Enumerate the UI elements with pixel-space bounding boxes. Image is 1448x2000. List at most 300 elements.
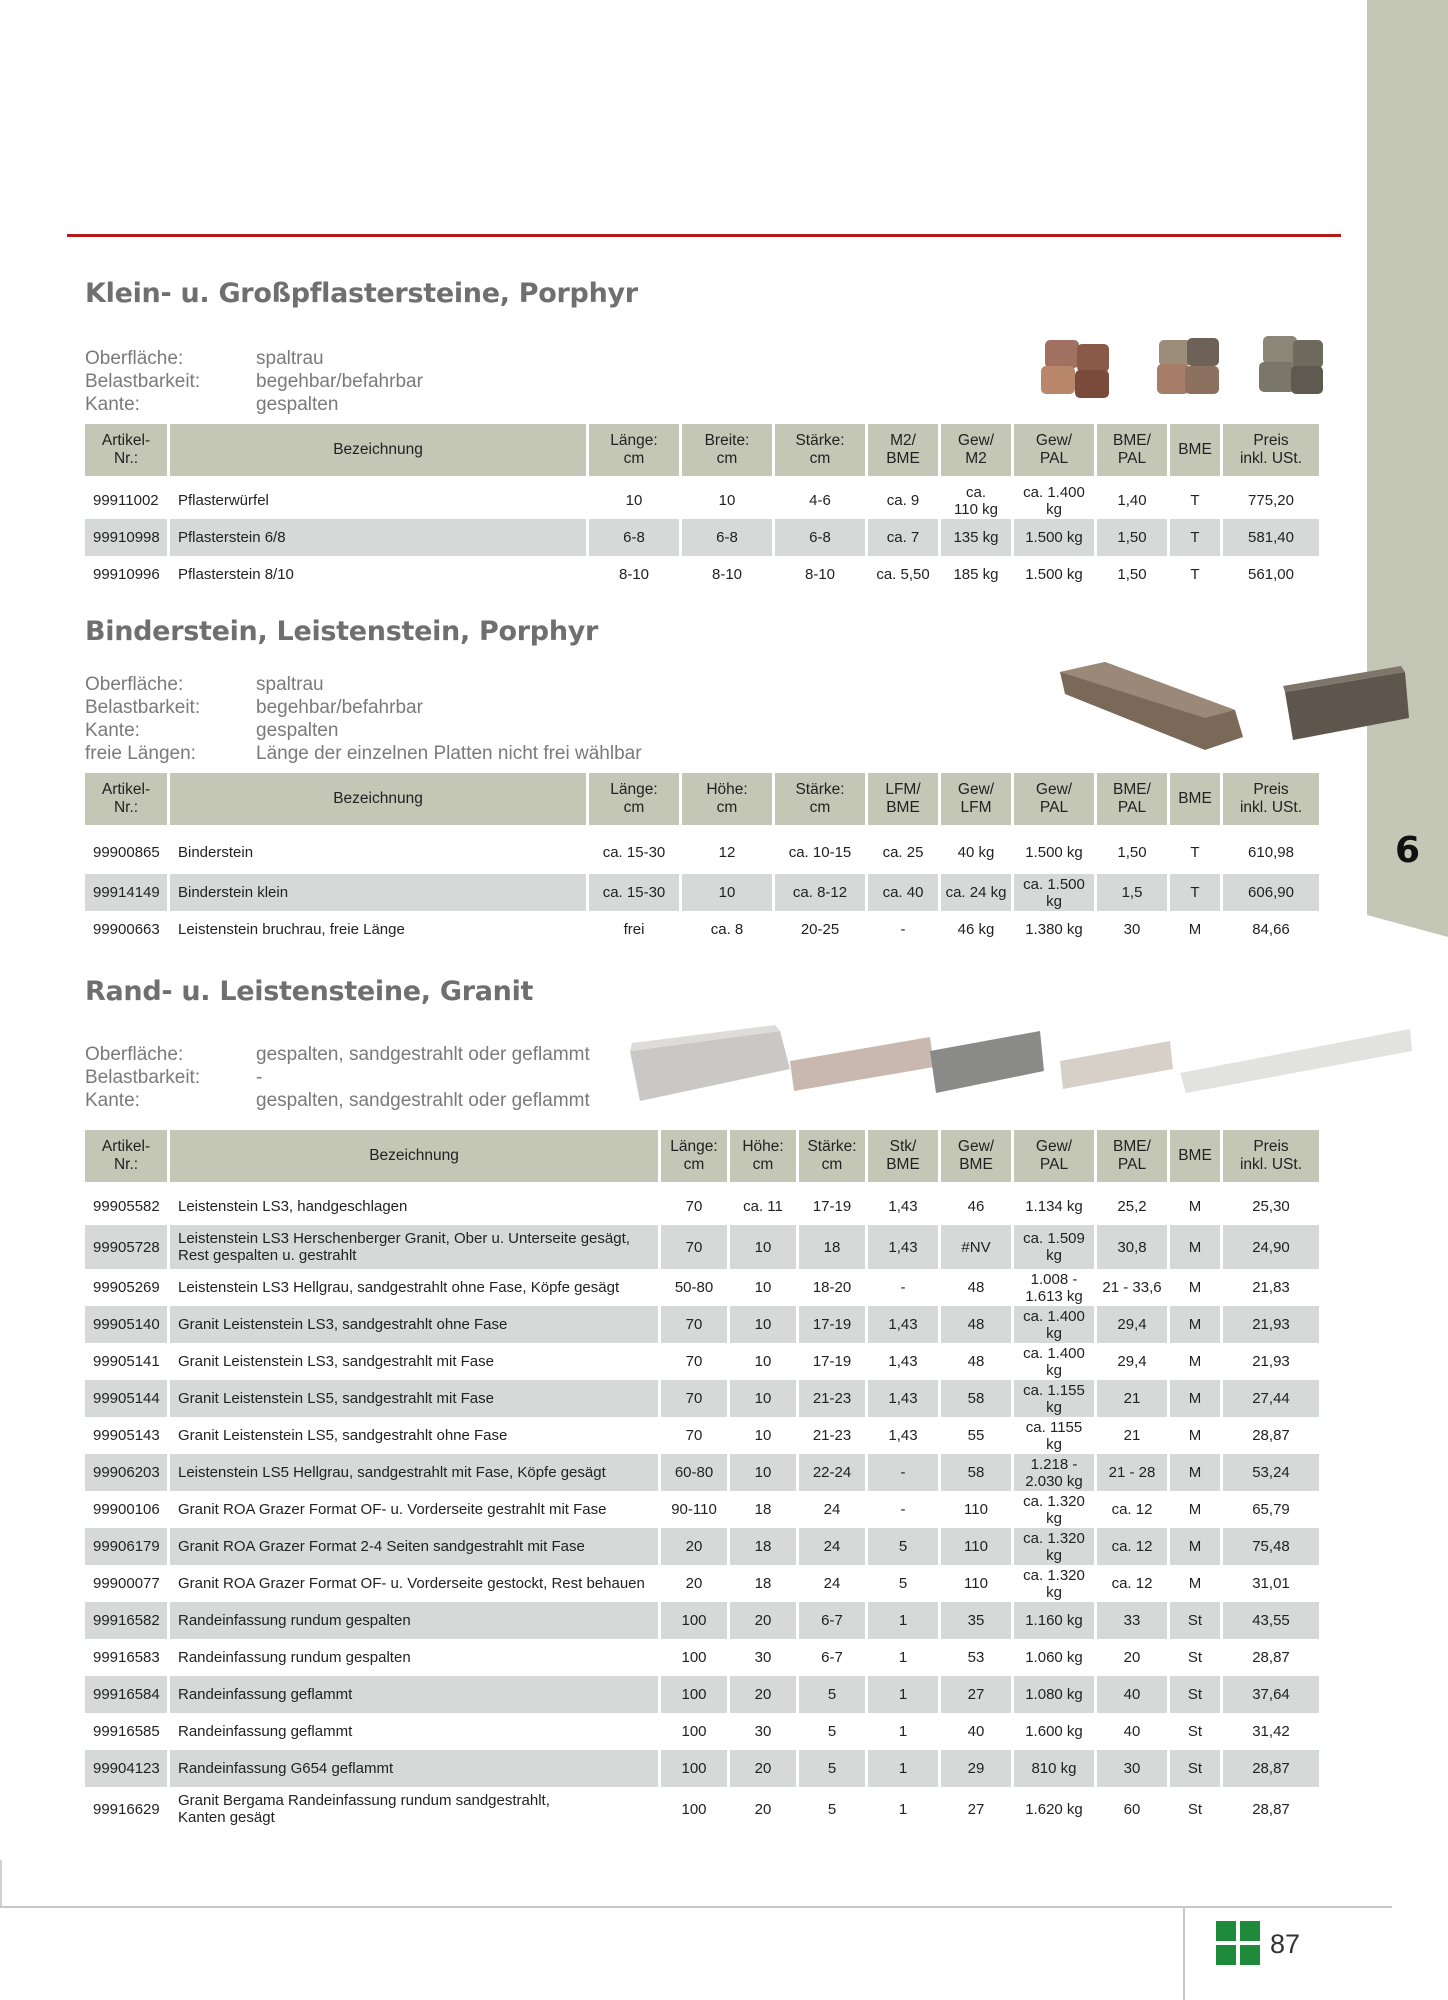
cell-length [589, 831, 679, 874]
column-header-unit-ratio [868, 1130, 938, 1188]
cell-weight-unit [941, 1380, 1011, 1417]
cell-text: ca. 1.320 kg [1023, 1566, 1085, 1601]
cell-text: 20 [685, 1538, 703, 1555]
cell-price [1223, 519, 1319, 556]
cell-text: Leistenstein LS3 Herschenberger Granit, Ober u. Unterseite gesägt, [178, 1230, 630, 1247]
cell-text: 1,43 [888, 1238, 918, 1256]
column-header-width-height [682, 773, 772, 831]
cell-text: 22-24 [812, 1464, 852, 1481]
cell-text: 606,90 [1248, 884, 1294, 901]
cell-text: 37,64 [1252, 1686, 1290, 1703]
cell-text: 55 [967, 1427, 985, 1444]
cell-article-no [85, 1787, 167, 1831]
column-header-unit [1170, 424, 1220, 482]
cell-text: 20 [754, 1760, 772, 1777]
cell-width-height [730, 1676, 796, 1713]
cell-unit-ratio [868, 1225, 938, 1269]
cell-text: 99914149 [93, 884, 160, 901]
header-text: LFM [960, 799, 992, 816]
cell-text: Granit ROA Grazer Format OF- u. Vorderseite gestockt, Rest behauen [178, 1575, 645, 1592]
section-title: Rand- u. Leistensteine, Granit [85, 976, 534, 1007]
cell-unit-ratio [868, 1343, 938, 1380]
cell-price [1223, 556, 1319, 593]
cell-length [661, 1269, 727, 1306]
cell-price [1223, 1454, 1319, 1491]
cell-text: ca. 11 [743, 1198, 783, 1215]
cell-units-per-pallet [1097, 519, 1167, 556]
property-row [85, 1089, 590, 1112]
cell-name [170, 1491, 658, 1528]
header-text: cm [752, 1156, 774, 1173]
cell-text: 1 [898, 1800, 908, 1818]
cell-name [170, 1565, 658, 1602]
cell-weight-pallet [1014, 1639, 1094, 1676]
cell-text: 99910996 [93, 566, 160, 583]
cell-units-per-pallet [1097, 1343, 1167, 1380]
cell-text: Rest gespalten u. gestrahlt [178, 1247, 357, 1264]
section-title: Klein- u. Großpflastersteine, Porphyr [85, 278, 638, 309]
cell-text: 5 [827, 1723, 837, 1740]
product-table [82, 1130, 1322, 1831]
cell-text: 10 [754, 1316, 772, 1333]
cell-width-height [730, 1269, 796, 1306]
cell-text: 610,98 [1248, 844, 1294, 861]
cell-width-height [730, 1343, 796, 1380]
cell-length [661, 1713, 727, 1750]
cell-text: 27 [967, 1800, 985, 1818]
cell-text: M [1188, 921, 1202, 938]
cell-width-height [730, 1417, 796, 1454]
cell-name [170, 1225, 658, 1269]
cell-text: 1,43 [888, 1390, 918, 1407]
cell-text: Pflasterstein 6/8 [178, 529, 286, 546]
cell-text: M [1188, 1501, 1202, 1518]
cell-length [661, 1528, 727, 1565]
cell-thickness [799, 1787, 865, 1831]
cell-weight-unit [941, 1602, 1011, 1639]
cell-text: 21,83 [1252, 1279, 1290, 1296]
cell-weight-unit [941, 911, 1011, 948]
cell-unit [1170, 482, 1220, 519]
cell-length [661, 1750, 727, 1787]
cell-text: Kanten gesägt [178, 1809, 275, 1826]
header-text: Preis [1253, 1138, 1289, 1155]
header-text: BME [1178, 441, 1212, 458]
cell-text: 99900106 [93, 1501, 160, 1518]
cell-text: 6-8 [716, 529, 738, 546]
cell-text: 30 [754, 1649, 772, 1666]
header-text: Gew/ [957, 781, 995, 798]
cell-text: 40 [1123, 1723, 1141, 1740]
cell-unit [1170, 1188, 1220, 1225]
cell-text: 8-10 [804, 566, 836, 583]
header-text: BME [886, 799, 920, 816]
header-text: BME [959, 1156, 993, 1173]
table-row [85, 1676, 1319, 1713]
cell-unit [1170, 1343, 1220, 1380]
property-value: gespalten, sandgestrahlt oder geflammt [256, 1044, 590, 1065]
property-label: Belastbarkeit: [85, 697, 201, 718]
cell-price [1223, 874, 1319, 911]
cell-thickness [799, 1491, 865, 1528]
cell-text: ca. 12 [1111, 1538, 1153, 1555]
column-header-units-per-pallet [1097, 424, 1167, 482]
property-value: Länge der einzelnen Platten nicht frei wählbar [256, 743, 642, 764]
cell-text: Granit Leistenstein LS3, sandgestrahlt ohne Fase [178, 1316, 508, 1333]
cell-unit-ratio [868, 556, 938, 593]
cell-article-no [85, 1225, 167, 1269]
cell-text: 25,30 [1252, 1198, 1290, 1215]
cell-price [1223, 1528, 1319, 1565]
cell-text: ca. 1.320 kg [1023, 1529, 1085, 1564]
cell-unit [1170, 1639, 1220, 1676]
cell-unit [1170, 1528, 1220, 1565]
cell-text: 5 [827, 1800, 837, 1818]
column-header-weight-pallet [1014, 1130, 1094, 1188]
cell-unit-ratio [868, 831, 938, 874]
property-label: Belastbarkeit: [85, 371, 201, 392]
cell-text: 17-19 [812, 1353, 852, 1370]
cell-text: 775,20 [1248, 492, 1294, 509]
property-row [85, 393, 423, 416]
cell-weight-unit [941, 1343, 1011, 1380]
cell-weight-unit [941, 1454, 1011, 1491]
cell-text: ca. 15-30 [602, 844, 666, 861]
cell-unit [1170, 1269, 1220, 1306]
cell-text: ca. 12 [1111, 1501, 1153, 1518]
cell-price [1223, 1225, 1319, 1269]
cell-text: 30 [1123, 1760, 1141, 1777]
cell-text: 99906179 [93, 1538, 160, 1555]
cell-units-per-pallet [1097, 1491, 1167, 1528]
cell-price [1223, 1787, 1319, 1831]
cell-text: 100 [681, 1686, 707, 1703]
cell-text: 21-23 [812, 1390, 852, 1407]
cell-unit-ratio [868, 1491, 938, 1528]
table-row [85, 482, 1319, 519]
cell-text: 24 [823, 1538, 841, 1555]
cell-text: ca. 1.400 kg [1023, 1344, 1085, 1379]
cell-unit [1170, 1454, 1220, 1491]
cell-length [661, 1454, 727, 1491]
cell-text: 99905728 [93, 1238, 160, 1256]
cell-weight-unit [941, 482, 1011, 519]
cell-price [1223, 1676, 1319, 1713]
cell-text: ca. [965, 483, 986, 501]
cell-thickness [799, 1225, 865, 1269]
cell-article-no [85, 874, 167, 911]
cell-text: 6-8 [809, 529, 831, 546]
cell-text: ca. 8 [710, 921, 744, 938]
cell-text: ca. 1.400 kg [1023, 483, 1085, 518]
cell-text: 28,87 [1252, 1800, 1290, 1818]
cell-text: ca. 1.400 kg [1023, 1307, 1085, 1342]
cell-length [661, 1676, 727, 1713]
table-row [85, 831, 1319, 874]
cell-weight-pallet [1014, 911, 1094, 948]
cell-units-per-pallet [1097, 1528, 1167, 1565]
cell-text: 99905144 [93, 1390, 160, 1407]
cell-text: 99900865 [93, 844, 160, 861]
header-text: Nr.: [113, 450, 139, 467]
cell-weight-unit [941, 1188, 1011, 1225]
cell-text: 99900077 [93, 1575, 160, 1592]
column-header-name [170, 773, 586, 831]
cell-weight-pallet [1014, 1306, 1094, 1343]
property-value: begehbar/befahrbar [256, 697, 423, 718]
cell-text: 99905143 [93, 1427, 160, 1444]
cell-text: 10 [718, 492, 736, 509]
column-header-price [1223, 424, 1319, 482]
cell-length [589, 911, 679, 948]
properties [85, 347, 423, 416]
cell-price [1223, 831, 1319, 874]
cell-weight-pallet [1014, 482, 1094, 519]
cell-text: 5 [898, 1538, 908, 1555]
header-text: Breite: [704, 432, 750, 449]
cell-article-no [85, 1528, 167, 1565]
cell-unit-ratio [868, 519, 938, 556]
cell-unit [1170, 1565, 1220, 1602]
property-value: - [256, 1067, 263, 1088]
cell-price [1223, 1491, 1319, 1528]
cell-text: 35 [967, 1612, 985, 1629]
cell-width-height [730, 1491, 796, 1528]
property-label: Oberfläche: [85, 348, 184, 369]
cell-text: 8-10 [618, 566, 650, 583]
header-text: Gew/ [1035, 1138, 1073, 1155]
cell-text: T [1190, 492, 1200, 509]
cell-weight-pallet [1014, 1380, 1094, 1417]
cell-price [1223, 1306, 1319, 1343]
cell-text: 58 [967, 1464, 985, 1481]
cell-text: T [1190, 566, 1200, 583]
cell-text: Binderstein klein [178, 884, 289, 901]
header-text: Stärke: [795, 781, 845, 798]
cell-unit [1170, 874, 1220, 911]
cell-article-no [85, 1417, 167, 1454]
cell-width-height [730, 1639, 796, 1676]
cell-units-per-pallet [1097, 1565, 1167, 1602]
cell-article-no [85, 1565, 167, 1602]
cell-text: 1 [898, 1612, 908, 1629]
cell-text: M [1188, 1279, 1202, 1296]
cell-text: 60 [1123, 1800, 1141, 1818]
table-row [85, 1380, 1319, 1417]
column-header-thickness [775, 424, 865, 482]
column-header-article-no [85, 424, 167, 482]
cell-name [170, 1306, 658, 1343]
header-text: cm [623, 799, 645, 816]
table-row [85, 1565, 1319, 1602]
cell-text: T [1190, 844, 1200, 861]
cell-article-no [85, 1713, 167, 1750]
header-text: Länge: [610, 781, 658, 798]
cell-text: 99916584 [93, 1686, 160, 1703]
cell-price [1223, 1380, 1319, 1417]
header-text: Stk/ [889, 1138, 917, 1155]
cell-text: 20 [754, 1800, 772, 1818]
cell-text: 1,43 [888, 1427, 918, 1444]
cell-text: Granit Leistenstein LS5, sandgestrahlt ohne Fase [178, 1427, 508, 1444]
cell-text: 135 kg [953, 529, 999, 546]
cell-text: 1.134 kg [1025, 1198, 1083, 1215]
cell-text: 18 [754, 1538, 772, 1555]
cell-name [170, 1528, 658, 1565]
cell-name [170, 1750, 658, 1787]
column-header-weight-pallet [1014, 424, 1094, 482]
cell-text: 99904123 [93, 1760, 160, 1777]
cell-weight-unit [941, 1269, 1011, 1306]
property-row [85, 696, 642, 719]
cell-text: 70 [685, 1238, 703, 1256]
cell-article-no [85, 482, 167, 519]
property-row [85, 1043, 590, 1066]
cell-text: 10 [718, 884, 736, 901]
cell-text: 10 [625, 492, 643, 509]
cell-weight-pallet [1014, 1454, 1094, 1491]
cell-text: 53,24 [1252, 1464, 1290, 1481]
cell-length [661, 1188, 727, 1225]
cell-text: 99905582 [93, 1198, 160, 1215]
cell-units-per-pallet [1097, 1225, 1167, 1269]
cell-text: 6-7 [821, 1612, 843, 1629]
section-title: Binderstein, Leistenstein, Porphyr [85, 616, 599, 647]
cell-length [589, 482, 679, 519]
cell-units-per-pallet [1097, 1380, 1167, 1417]
cell-text: M [1188, 1316, 1202, 1333]
cell-weight-unit [941, 1528, 1011, 1565]
cell-thickness [799, 1639, 865, 1676]
cell-weight-pallet [1014, 1188, 1094, 1225]
cell-text: Randeinfassung rundum gespalten [178, 1649, 411, 1666]
cell-length [661, 1491, 727, 1528]
cell-article-no [85, 1639, 167, 1676]
cell-text: St [1187, 1800, 1203, 1818]
property-label: Oberfläche: [85, 674, 184, 695]
header-text: M2 [965, 450, 987, 467]
cell-text: 17-19 [812, 1198, 852, 1215]
header-text: cm [716, 450, 738, 467]
cell-text: 1,43 [888, 1198, 918, 1215]
table-row [85, 1188, 1319, 1225]
property-row [85, 370, 423, 393]
cell-text: M [1188, 1390, 1202, 1407]
cell-name [170, 1713, 658, 1750]
cell-weight-unit [941, 1787, 1011, 1831]
table-row [85, 1602, 1319, 1639]
cell-text: ca. 1.155 kg [1023, 1381, 1085, 1416]
cell-text: 1.218 - [1030, 1455, 1078, 1473]
cell-text: ca. 12 [1111, 1575, 1153, 1592]
cell-units-per-pallet [1097, 911, 1167, 948]
cell-weight-unit [941, 1225, 1011, 1269]
cell-text: 99900663 [93, 921, 160, 938]
cell-text: 18-20 [812, 1279, 852, 1296]
cell-weight-pallet [1014, 519, 1094, 556]
cell-text: 53 [967, 1649, 985, 1666]
cell-thickness [799, 1380, 865, 1417]
cell-units-per-pallet [1097, 1713, 1167, 1750]
cell-length [661, 1417, 727, 1454]
cell-length [661, 1380, 727, 1417]
cell-text: 100 [681, 1649, 707, 1666]
cell-text: 48 [967, 1353, 985, 1370]
cell-price [1223, 1269, 1319, 1306]
header-text: Bezeichnung [333, 790, 423, 807]
cell-text: 99911002 [93, 492, 159, 509]
header-rule [67, 234, 1341, 237]
cell-units-per-pallet [1097, 1306, 1167, 1343]
header-text: Nr.: [113, 799, 139, 816]
cell-text: ca. 1.320 kg [1023, 1492, 1085, 1527]
column-header-unit-ratio [868, 773, 938, 831]
cell-text: 1.080 kg [1025, 1686, 1083, 1703]
cell-name [170, 556, 586, 593]
header-text: Gew/ [1035, 781, 1073, 798]
header-text: BME [1178, 790, 1212, 807]
cell-length [661, 1639, 727, 1676]
cell-weight-unit [941, 1676, 1011, 1713]
cell-thickness [775, 482, 865, 519]
header-text: inkl. USt. [1239, 799, 1302, 816]
cell-units-per-pallet [1097, 1676, 1167, 1713]
cell-text: ca. 1155 kg [1025, 1418, 1083, 1453]
cell-text: ca. 9 [886, 492, 920, 509]
cell-text: ca. 10-15 [788, 844, 852, 861]
cell-text: 46 kg [957, 921, 995, 938]
cell-text: 1.600 kg [1025, 1723, 1083, 1740]
cell-weight-pallet [1014, 874, 1094, 911]
cell-unit-ratio [868, 1417, 938, 1454]
cell-name [170, 519, 586, 556]
cell-name [170, 831, 586, 874]
column-header-length [589, 424, 679, 482]
cell-text: M [1188, 1198, 1202, 1215]
cell-width-height [730, 1565, 796, 1602]
cell-text: 24 [823, 1575, 841, 1592]
property-row [85, 742, 642, 765]
cell-text: Granit Bergama Randeinfassung rundum sandgestrahlt, [178, 1792, 550, 1809]
cell-text: 99916583 [93, 1649, 160, 1666]
cell-width-height [730, 1602, 796, 1639]
cell-text: 1.160 kg [1025, 1612, 1083, 1629]
cell-text: St [1187, 1649, 1203, 1666]
cell-weight-pallet [1014, 1676, 1094, 1713]
property-label: freie Längen: [85, 743, 196, 764]
cell-unit-ratio [868, 874, 938, 911]
cell-weight-pallet [1014, 1225, 1094, 1269]
cell-text: 48 [967, 1279, 985, 1296]
chapter-tab [1367, 0, 1448, 915]
cell-text: 20 [754, 1686, 772, 1703]
cell-unit-ratio [868, 482, 938, 519]
cell-text: ca. 1.500 kg [1023, 875, 1085, 910]
cell-text: 21 [1123, 1427, 1141, 1444]
cell-name [170, 1602, 658, 1639]
cell-text: 810 kg [1031, 1760, 1077, 1777]
header-text: Länge: [610, 432, 658, 449]
cell-article-no [85, 1491, 167, 1528]
cell-width-height [682, 911, 772, 948]
cell-width-height [730, 1380, 796, 1417]
table-row [85, 1454, 1319, 1491]
property-value: gespalten, sandgestrahlt oder geflammt [256, 1090, 590, 1111]
cell-width-height [730, 1528, 796, 1565]
cell-text: 18 [823, 1238, 841, 1256]
header-text: PAL [1117, 799, 1147, 816]
column-header-article-no [85, 773, 167, 831]
